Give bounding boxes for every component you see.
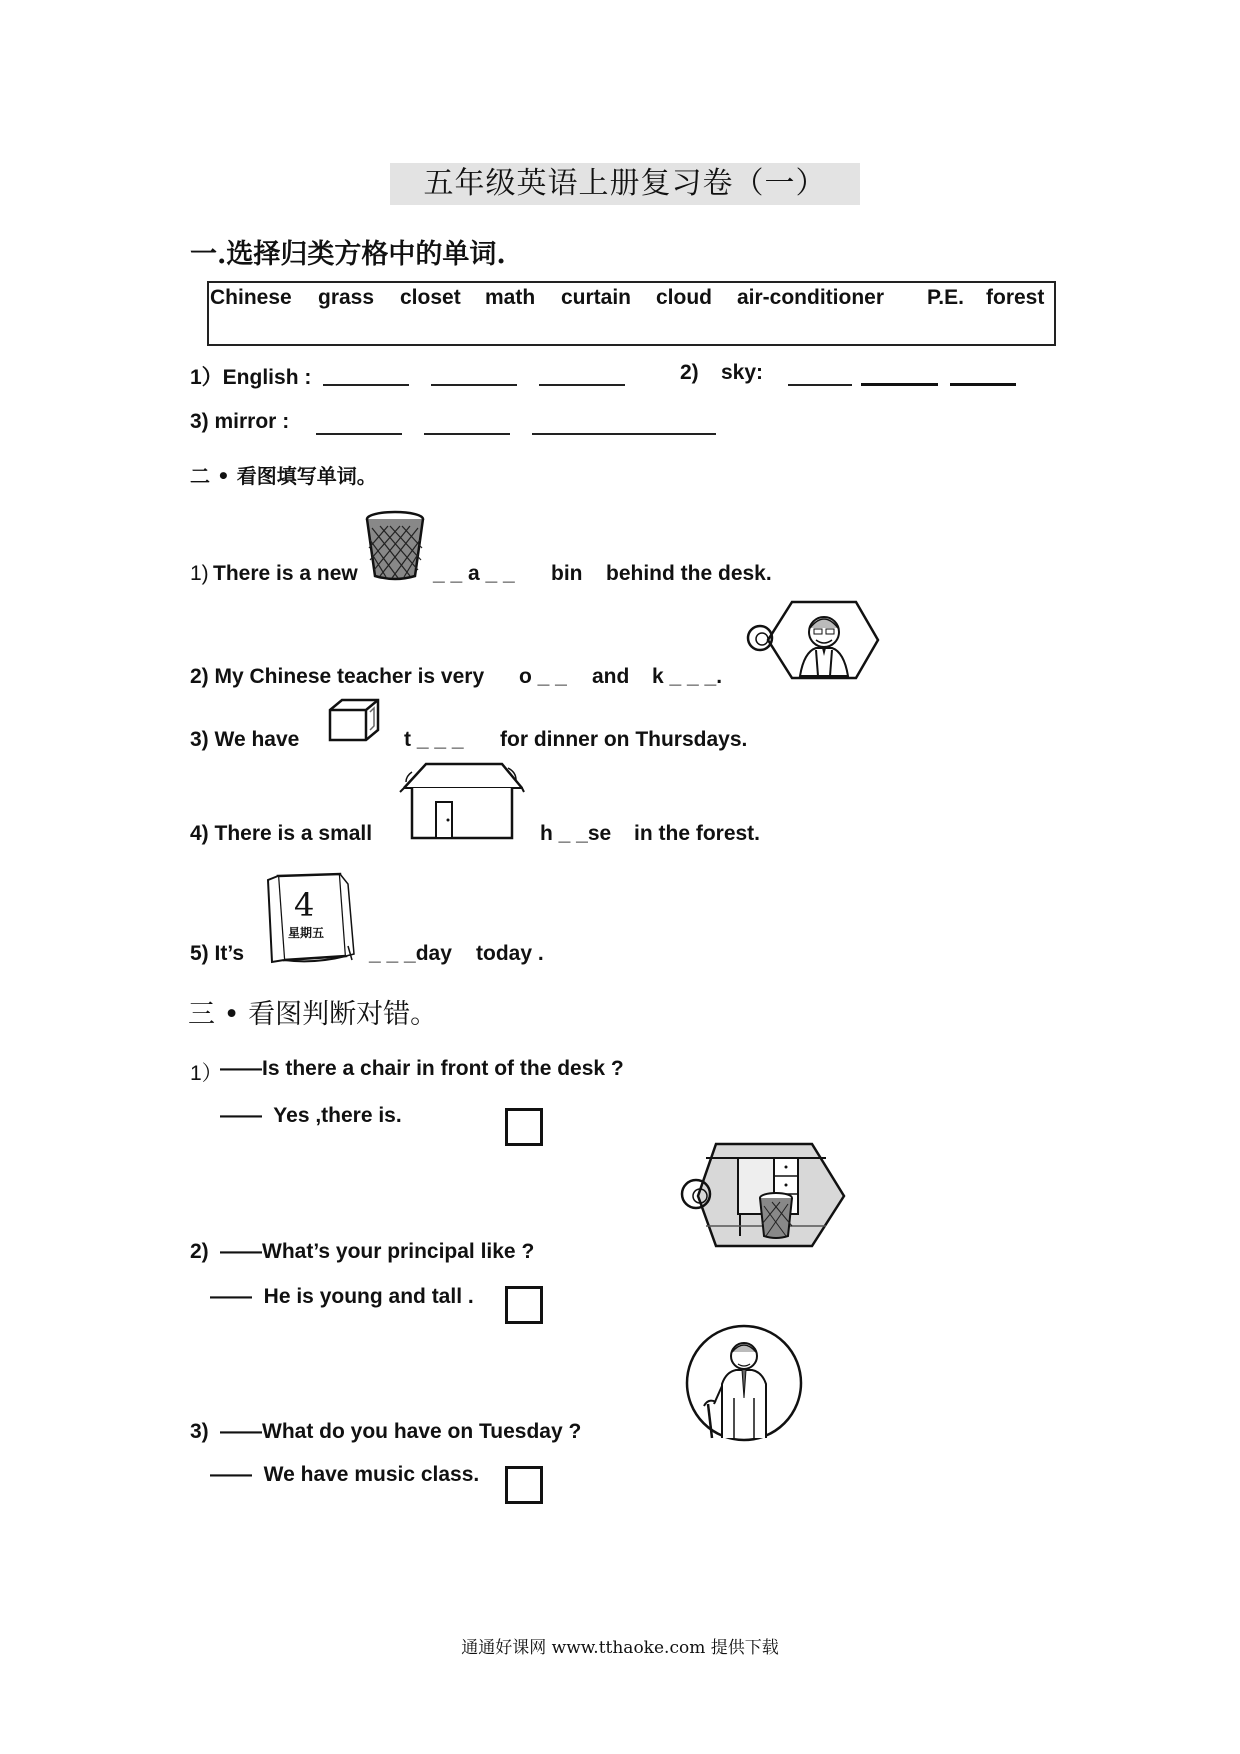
s2-item1-text: There is a new <box>213 562 358 585</box>
word-air-conditioner: air-conditioner <box>737 286 885 309</box>
page-footer: 通通好课网 www.tthaoke.com 提供下载 <box>461 1638 779 1658</box>
q1-english-label: 1）English : <box>190 366 312 389</box>
house-icon <box>398 762 526 847</box>
s2-item3-blank[interactable]: t _ _ _ <box>404 728 464 751</box>
answer-blank[interactable] <box>788 384 852 386</box>
word-forest: forest <box>986 286 1045 309</box>
calendar-number: 4 <box>294 886 315 924</box>
answer-blank[interactable] <box>424 433 510 435</box>
s3-item3-number: 3) <box>190 1420 209 1443</box>
answer-blank[interactable] <box>316 433 402 435</box>
true-false-checkbox[interactable] <box>505 1466 543 1504</box>
section1-heading: 一.选择归类方格中的单词. <box>190 239 506 270</box>
s3-item3-answer: —— We have music class. <box>210 1463 480 1486</box>
section3-heading: 三 • 看图判断对错。 <box>188 999 438 1030</box>
s2-item5-after: today . <box>476 942 544 965</box>
page-title: 五年级英语上册复习卷（一） <box>423 166 827 201</box>
word-cloud: cloud <box>656 286 712 309</box>
s3-item3-question: ——What do you have on Tuesday ? <box>220 1420 582 1443</box>
principal-icon <box>684 1324 804 1447</box>
answer-blank[interactable] <box>431 384 517 386</box>
s2-item1-blank[interactable]: _ _ a _ _ <box>433 562 515 585</box>
word-closet: closet <box>400 286 461 309</box>
true-false-checkbox[interactable] <box>505 1108 543 1146</box>
word-grass: grass <box>318 286 375 309</box>
s2-item1-after: behind the desk. <box>606 562 772 585</box>
s2-item1-bin: bin <box>551 562 583 585</box>
answer-blank[interactable] <box>861 383 938 386</box>
old-man-icon <box>744 598 880 687</box>
s2-item5-text: 5) It’s <box>190 942 245 965</box>
word-math: math <box>485 286 536 309</box>
s2-item4-blank[interactable]: h _ _se <box>540 822 612 845</box>
s3-item2-answer: —— He is young and tall . <box>210 1285 474 1308</box>
s2-item4-after: in the forest. <box>634 822 761 845</box>
s3-item1-number: 1） <box>190 1062 223 1085</box>
calendar-icon <box>264 868 356 966</box>
q2-number: 2) <box>680 361 699 384</box>
word-chinese: Chinese <box>210 286 292 309</box>
s3-item1-answer: —— Yes ,there is. <box>220 1104 402 1127</box>
s2-item3-after: for dinner on Thursdays. <box>500 728 748 751</box>
true-false-checkbox[interactable] <box>505 1286 543 1324</box>
s3-item2-question: ——What’s your principal like ? <box>220 1240 535 1263</box>
desk-wastebasket-icon <box>676 1140 846 1255</box>
s2-item5-blank[interactable]: _ _ _day <box>369 942 452 965</box>
s2-item2-text: 2) My Chinese teacher is very <box>190 665 485 688</box>
s2-item2-blank2[interactable]: k _ _ _. <box>652 665 723 688</box>
answer-blank[interactable] <box>539 384 625 386</box>
answer-blank[interactable] <box>950 383 1016 386</box>
s2-item4-text: 4) There is a small <box>190 822 373 845</box>
word-curtain: curtain <box>561 286 632 309</box>
s3-item2-number: 2) <box>190 1240 209 1263</box>
wastebasket-icon <box>364 510 426 587</box>
q3-mirror-label: 3) mirror : <box>190 410 290 433</box>
s2-item2-and: and <box>592 665 630 688</box>
s2-item1-number: 1) <box>190 562 209 585</box>
word-pe: P.E. <box>927 286 964 309</box>
s3-item1-question: ——Is there a chair in front of the desk ? <box>220 1057 624 1080</box>
answer-blank[interactable] <box>532 433 716 435</box>
answer-blank[interactable] <box>323 384 409 386</box>
calendar-weekday: 星期五 <box>288 926 325 940</box>
tofu-cube-icon <box>326 696 382 749</box>
q2-sky-label: sky: <box>721 361 764 384</box>
s2-item2-blank1[interactable]: o _ _ <box>519 665 567 688</box>
section2-heading: 二 • 看图填写单词。 <box>190 464 377 488</box>
s2-item3-text: 3) We have <box>190 728 300 751</box>
